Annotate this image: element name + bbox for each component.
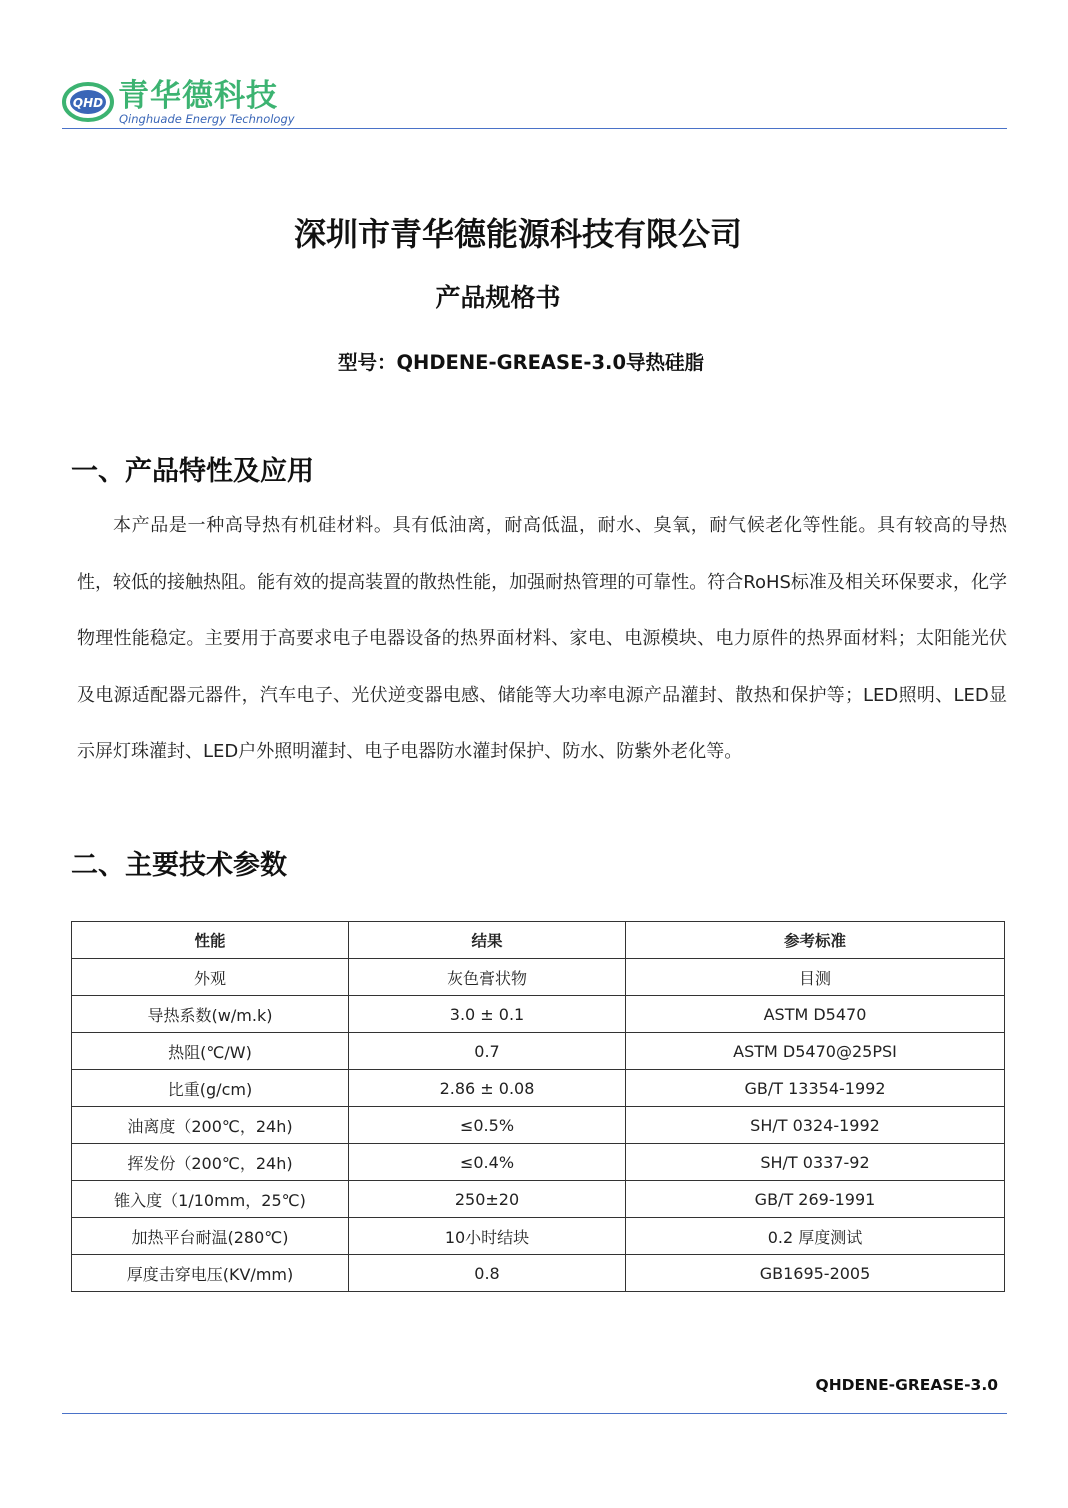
cell-standard: SH/T 0337-92 [626, 1144, 1005, 1181]
cell-property: 油离度（200℃，24h) [72, 1107, 349, 1144]
cell-result: 10小时结块 [349, 1218, 626, 1255]
table-row [72, 1070, 1005, 1107]
table-row [72, 1144, 1005, 1181]
cell-result: 0.8 [349, 1255, 626, 1292]
qhd-logo-icon [62, 82, 114, 122]
cell-property: 厚度击穿电压(KV/mm) [72, 1255, 349, 1292]
cell-property: 加热平台耐温(280℃) [72, 1218, 349, 1255]
logo-mark-text: QHD [72, 96, 104, 110]
logo-english-name: Qinghuade Energy Technology [119, 112, 295, 126]
cell-result: 0.7 [349, 1033, 626, 1070]
table-row [72, 1218, 1005, 1255]
header-property: 性能 [72, 922, 349, 959]
cell-standard: GB/T 13354-1992 [626, 1070, 1005, 1107]
table-header-row [72, 922, 1005, 959]
logo-chinese-name: 青华德科技 [118, 78, 278, 114]
cell-standard: GB/T 269-1991 [626, 1181, 1005, 1218]
table-row [72, 996, 1005, 1033]
footer-model-code: QHDENE-GREASE-3.0 [815, 1376, 998, 1394]
cell-property: 热阻(℃/W) [72, 1033, 349, 1070]
company-title: 深圳市青华德能源科技有限公司 [293, 215, 742, 253]
header-result: 结果 [349, 922, 626, 959]
cell-result: 250±20 [349, 1181, 626, 1218]
model-number: 型号：QHDENE-GREASE-3.0导热硅脂 [337, 351, 705, 374]
cell-result: ≤0.4% [349, 1144, 626, 1181]
spec-table [71, 921, 1005, 1292]
cell-property: 外观 [72, 959, 349, 996]
cell-property: 锥入度（1/10mm，25℃) [72, 1181, 349, 1218]
header-divider [62, 128, 1007, 129]
table-row [72, 959, 1005, 996]
document-title: 产品规格书 [435, 283, 561, 312]
cell-standard: SH/T 0324-1992 [626, 1107, 1005, 1144]
section-heading-specs: 二、主要技术参数 [71, 850, 287, 881]
cell-property: 比重(g/cm) [72, 1070, 349, 1107]
cell-property: 挥发份（200℃，24h) [72, 1144, 349, 1181]
cell-standard: 目测 [626, 959, 1005, 996]
cell-standard: ASTM D5470 [626, 996, 1005, 1033]
table-row [72, 1255, 1005, 1292]
company-logo [62, 76, 302, 128]
cell-result: 2.86 ± 0.08 [349, 1070, 626, 1107]
table-row [72, 1033, 1005, 1070]
cell-result: ≤0.5% [349, 1107, 626, 1144]
section-heading-features: 一、产品特性及应用 [71, 456, 314, 487]
features-paragraph: 本产品是一种高导热有机硅材料。具有低油离，耐高低温，耐水、臭氧，耐气候老化等性能。具有较高的导热性，较低的接触热阻。能有效的提高装置的散热性能，加强耐热管理的可靠性。符合RoHS标准及相关环保要求，化学物理性能稳定。主要用于高要求电子电器设备的热界面材料、家电、电源模块、电力原件的热界面材料；太阳能光伏及电源适配器元器件，汽车电子、光伏逆变器电感、储能等大功率电源产品灌封、散热和保护等；LED照明、LED显示屏灯珠灌封、LED户外照明灌封、电子电器防水灌封保护、防水、防紫外老化等。 [77, 515, 1007, 762]
table-row [72, 1107, 1005, 1144]
table-row [72, 1181, 1005, 1218]
cell-result: 3.0 ± 0.1 [349, 996, 626, 1033]
cell-standard: GB1695-2005 [626, 1255, 1005, 1292]
cell-property: 导热系数(w/m.k) [72, 996, 349, 1033]
footer-divider [62, 1413, 1007, 1414]
cell-standard: 0.2 厚度测试 [626, 1218, 1005, 1255]
cell-standard: ASTM D5470@25PSI [626, 1033, 1005, 1070]
header-standard: 参考标准 [626, 922, 1005, 959]
cell-result: 灰色膏状物 [349, 959, 626, 996]
